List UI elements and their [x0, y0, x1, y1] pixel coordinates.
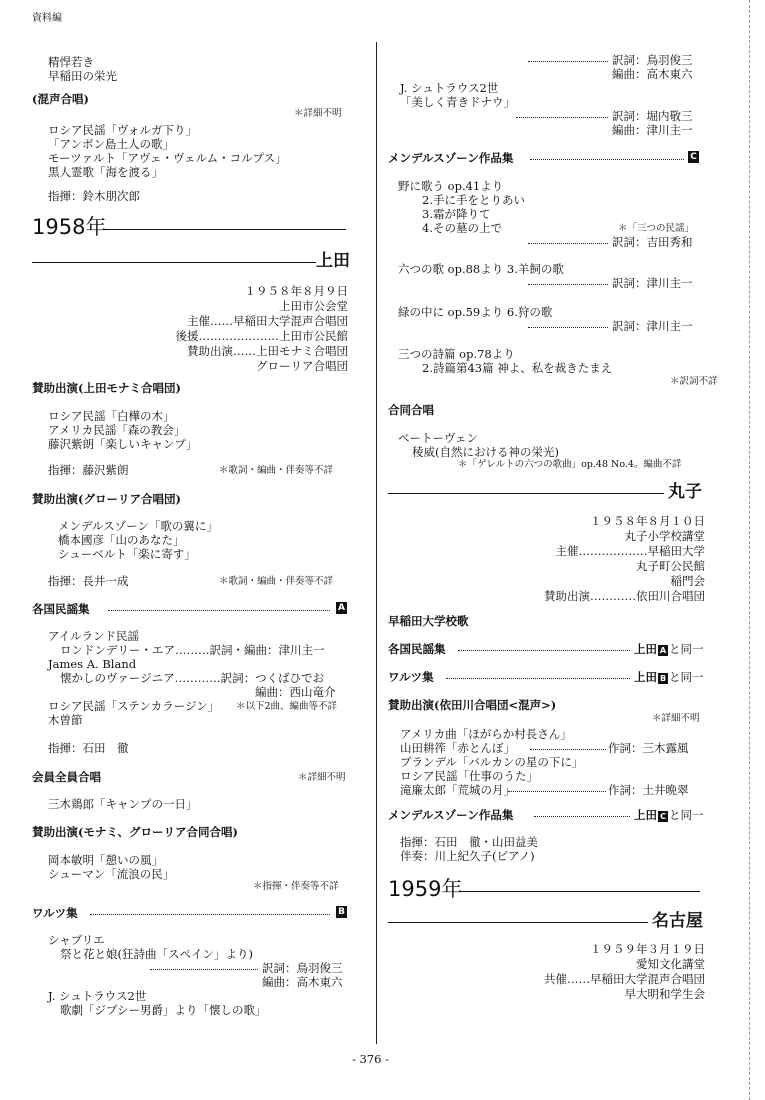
conductor: 指揮：長井一成	[48, 574, 129, 588]
credit-line: 作詞：三木露風	[608, 741, 689, 755]
section-badge: A	[336, 602, 347, 614]
year-heading: 1959年	[388, 877, 463, 901]
section-heading: 各国民謡集	[32, 602, 90, 616]
conductor: 指揮：石田 徹・山田益美	[400, 835, 538, 849]
program-line: 藤沢紫朗「楽しいキャンプ」	[48, 437, 198, 451]
section-note: ＊訳詞不詳	[670, 376, 718, 387]
program-line: 橋本國彦「山のあなた」	[58, 533, 185, 547]
program-line: 三つの詩篇 op.78より	[398, 347, 515, 361]
credit-line: 作詞：土井晩翠	[608, 783, 689, 797]
venue-rule	[388, 922, 648, 923]
program-line: ロシア民謡「白樺の木」	[48, 409, 175, 423]
leader-dots	[528, 243, 608, 244]
program-line: 2.手に手をとりあい	[422, 193, 525, 207]
program-line: ロンドンデリー・エア………訳詞・編曲：津川主一	[60, 643, 325, 657]
venue-rule	[32, 262, 316, 263]
venue-name: 上田	[316, 251, 350, 271]
program-line: 懐かしのヴァージニア…………訳詞：つくばひでお	[60, 671, 325, 685]
leader-dots	[534, 816, 630, 817]
cross-reference: 上田 C と同一	[634, 808, 704, 822]
program-line: 黒人霊歌「海を渡る」	[48, 165, 163, 179]
section-badge: B	[336, 906, 347, 918]
program-line: 稜威(自然における神の栄光)	[412, 445, 559, 459]
credit-line: 訳詞：鳥羽俊三	[612, 53, 693, 67]
venue-name: 名古屋	[652, 911, 703, 931]
program-line: アメリカ曲「ほがらか村長さん」	[400, 727, 572, 741]
conductor: 指揮：鈴木朋次郎	[48, 189, 140, 203]
section-heading: 会員全員合唱	[32, 770, 101, 784]
program-line: 「アンボン島土人の歌」	[48, 137, 175, 151]
program-line: ロシア民謡「仕事のうた」	[400, 769, 538, 783]
leader-dots	[458, 650, 630, 651]
header-label: 資料編	[32, 13, 62, 24]
intro-line: 早稲田の栄光	[48, 69, 117, 83]
program-line: ブランデル「バルカンの星の下に」	[400, 755, 584, 769]
leader-dots	[108, 610, 330, 611]
program-line: 祭と花と娘(狂詩曲「スペイン」より)	[60, 947, 253, 961]
section-note: ＊指揮・伴奏等不詳	[253, 881, 339, 892]
program-line: James A. Bland	[48, 657, 137, 671]
program-line: ベートーヴェン	[398, 431, 479, 445]
reference-badge: A	[659, 645, 667, 655]
program-line: シャブリエ	[48, 933, 105, 947]
program-line: 4.その墓の上で	[422, 221, 502, 235]
section-note: ＊歌詞・編曲・伴奏等不詳	[219, 576, 334, 587]
section-heading: メンデルスゾーン作品集	[388, 808, 514, 822]
concert-details: １９５８年８月９日 上田市公会堂 主催……早稲田大学混声合唱団 後援…………………上田市公民館 賛助出演……上田モナミ合唱団 グローリア合唱団	[175, 284, 348, 373]
credit-line: 編曲：西山竜介	[255, 685, 336, 699]
venue-name: 丸子	[668, 482, 702, 502]
mixed-choir-note: ＊詳細不明	[294, 108, 342, 119]
program-line: アイルランド民謡	[48, 629, 139, 643]
program-line: シューベルト「楽に寄す」	[58, 547, 196, 561]
program-line: J. シュトラウス2世	[400, 81, 499, 95]
reference-badge: C	[658, 811, 668, 822]
section-heading: ワルツ集	[388, 670, 434, 684]
program-line: ロシア民謡「ステンカラージン」	[48, 699, 220, 713]
section-heading: 早稲田大学校歌	[388, 614, 469, 628]
program-line: 山田耕筰「赤とんぼ」	[400, 741, 515, 755]
section-heading: 合同合唱	[388, 403, 434, 417]
year-heading: 1958年	[32, 215, 107, 239]
column-divider	[376, 42, 377, 1044]
credit-line: 訳詞：堀内敬三	[612, 109, 693, 123]
leader-dots	[528, 327, 608, 328]
credit-line: 編曲：高木東六	[262, 975, 343, 989]
program-line: 2.詩篇第43篇 神よ、私を裁きたまえ	[422, 361, 613, 375]
section-note: ＊詳細不明	[298, 772, 346, 783]
program-line: 岡本敏明「憩いの風」	[48, 853, 163, 867]
leader-dots	[528, 61, 608, 62]
program-line: 緑の中に op.59より 6.狩の歌	[398, 305, 553, 319]
accompanist: 伴奏：川上紀久子(ピアノ)	[400, 849, 535, 863]
program-line: 歌劇「ジプシー男爵」より「懐しの歌」	[60, 1003, 267, 1017]
concert-details: １９５９年３月１９日 愛知文化講堂 共催……早稲田大学混声合唱団 早大明和学生会	[544, 942, 705, 1001]
credit-line: 訳詞：鳥羽俊三	[262, 961, 343, 975]
program-line: J. シュトラウス2世	[48, 989, 147, 1003]
leader-dots	[508, 791, 606, 792]
page-edge	[749, 0, 750, 1100]
year-rule	[104, 229, 346, 230]
program-line: メンデルスゾーン「歌の翼に」	[58, 519, 218, 533]
leader-dots	[150, 969, 258, 970]
leader-dots	[528, 284, 608, 285]
section-heading: 賛助出演(グローリア合唱団)	[32, 492, 181, 506]
section-heading: ワルツ集	[32, 906, 78, 920]
page-number: - 376 -	[352, 1052, 390, 1066]
program-line: 滝廉太郎「荒城の月」	[400, 783, 515, 797]
program-line: シューマン「流浪の民」	[48, 867, 175, 881]
year-rule	[460, 891, 700, 892]
program-line: 「美しく青きドナウ」	[400, 95, 515, 109]
conductor: 指揮：石田 徹	[48, 741, 129, 755]
section-note: ＊「ゲレルトの六つの歌曲」op.48 No.4。編曲不詳	[458, 459, 682, 470]
section-heading: 賛助出演(上田モナミ合唱団)	[32, 381, 181, 395]
section-note: ＊以下2曲、編曲等不詳	[236, 701, 338, 712]
section-heading: 賛助出演(依田川合唱団<混声>)	[388, 698, 557, 712]
section-badge: C	[688, 151, 699, 163]
program-line: アメリカ民謡「森の教会」	[48, 423, 186, 437]
section-note: ＊詳細不明	[652, 713, 700, 724]
credit-line: 編曲：高木東六	[612, 67, 693, 81]
program-line: 3.霜が降りて	[422, 207, 491, 221]
program-line: モーツァルト「アヴェ・ヴェルム・コルプス」	[48, 151, 287, 165]
concert-details: １９５８年８月１０日 丸子小学校講堂 主催………………早稲田大学 丸子町公民館 稲門会 賛助出演…………依田川合唱団	[544, 514, 705, 603]
reference-badge: B	[659, 673, 667, 683]
leader-dots	[530, 749, 606, 750]
program-line: 三木鶏郎「キャンプの一日」	[48, 797, 198, 811]
leader-dots	[90, 914, 330, 915]
cross-reference: 上田 A と同一	[634, 642, 704, 656]
leader-dots	[516, 117, 608, 118]
intro-line: 精悍若き	[48, 55, 94, 69]
conductor: 指揮：藤沢紫朗	[48, 463, 129, 477]
section-heading: 各国民謡集	[388, 642, 446, 656]
section-note: ＊「三つの民謡」	[618, 223, 695, 234]
program-line: 木曽節	[48, 713, 83, 727]
credit-line: 訳詞：吉田秀和	[612, 235, 693, 249]
mixed-choir-heading: (混声合唱)	[32, 92, 89, 106]
program-line: ロシア民謡「ヴォルガ下り」	[48, 123, 198, 137]
section-note: ＊歌詞・編曲・伴奏等不詳	[219, 465, 334, 476]
leader-dots	[446, 678, 630, 679]
credit-line: 訳詞：津川主一	[612, 276, 693, 290]
program-line: 六つの歌 op.88より 3.羊飼の歌	[398, 262, 564, 276]
section-heading: 賛助出演(モナミ、グローリア合同合唱)	[32, 825, 238, 839]
cross-reference: 上田 B と同一	[634, 670, 704, 684]
leader-dots	[530, 159, 684, 160]
venue-rule	[388, 493, 664, 494]
program-line: 野に歌う op.41より	[398, 179, 504, 193]
credit-line: 訳詞：津川主一	[612, 319, 693, 333]
credit-line: 編曲：津川主一	[612, 123, 693, 137]
section-heading: メンデルスゾーン作品集	[388, 151, 514, 165]
